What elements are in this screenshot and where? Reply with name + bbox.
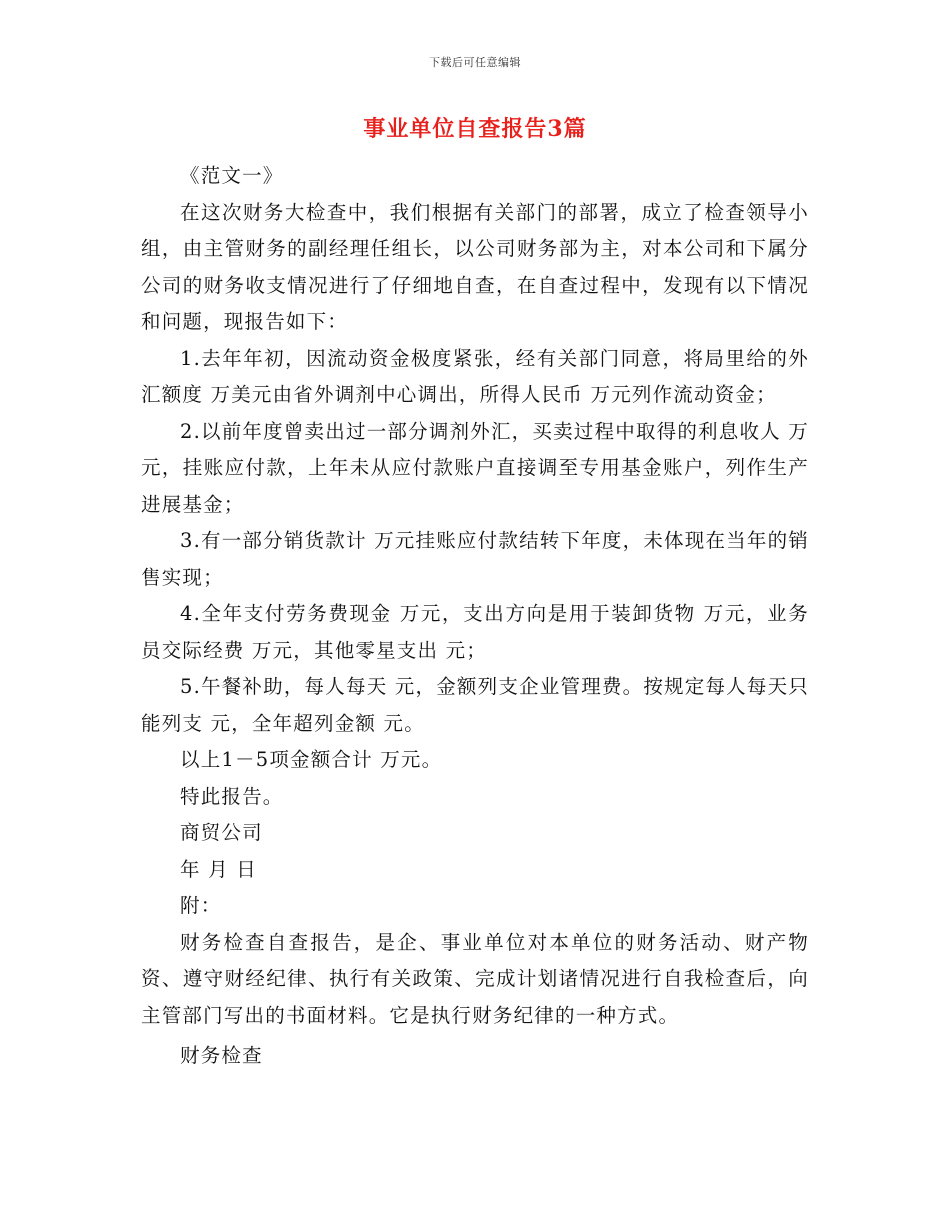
document-title: 事业单位自查报告3篇 — [363, 116, 587, 142]
item-3-paragraph: 3.有一部分销货款计 万元挂账应付款结转下年度，未体现在当年的销售实现； — [141, 529, 809, 589]
closing-paragraph: 特此报告。 — [180, 784, 284, 808]
appendix-paragraph: 财务检查自查报告，是企、事业单位对本单位的财务活动、财产物资、遵守财经纪律、执行有关政策、完成计划诸情况进行自我检查后，向主管部门写出的书面材料。它是执行财务纪律的一种方式。 — [141, 930, 809, 1027]
item-5-paragraph: 5.午餐补助，每人每天 元，金额列支企业管理费。按规定每人每天只能列支 元，全年超列金额 元。 — [141, 675, 809, 735]
item-1-paragraph: 1.去年年初，因流动资金极度紧张，经有关部门同意，将局里给的外汇额度 万美元由省外调剂中心调出，所得人民币 万元列作流动资金； — [141, 346, 809, 406]
item-4-paragraph: 4.全年支付劳务费现金 万元，支出方向是用于装卸货物 万元，业务员交际经费 万元，其他零星支出 元； — [141, 602, 809, 662]
signature-date: 年 月 日 — [180, 857, 257, 881]
appendix-label: 附： — [180, 894, 222, 917]
section-label: 《范文一》 — [180, 164, 284, 187]
total-paragraph: 以上1－5项金额合计 万元。 — [180, 748, 443, 771]
signature-company: 商贸公司 — [180, 821, 263, 844]
subsection-heading: 财务检查 — [180, 1044, 263, 1067]
document-body — [141, 158, 809, 1075]
intro-paragraph: 在这次财务大检查中，我们根据有关部门的部署，成立了检查领导小组，由主管财务的副经理任组长，以公司财务部为主，对本公司和下属分公司的财务收支情况进行了仔细地自查，在自查过程中，发现有以下情况和问题，现报告如下： — [141, 200, 809, 333]
header-note: 下载后可任意编辑 — [429, 56, 521, 69]
item-2-paragraph: 2.以前年度曾卖出过一部分调剂外汇，买卖过程中取得的利息收人 万元，挂账应付款，上年未从应付款账户直接调至专用基金账户，列作生产进展基金； — [141, 419, 809, 516]
